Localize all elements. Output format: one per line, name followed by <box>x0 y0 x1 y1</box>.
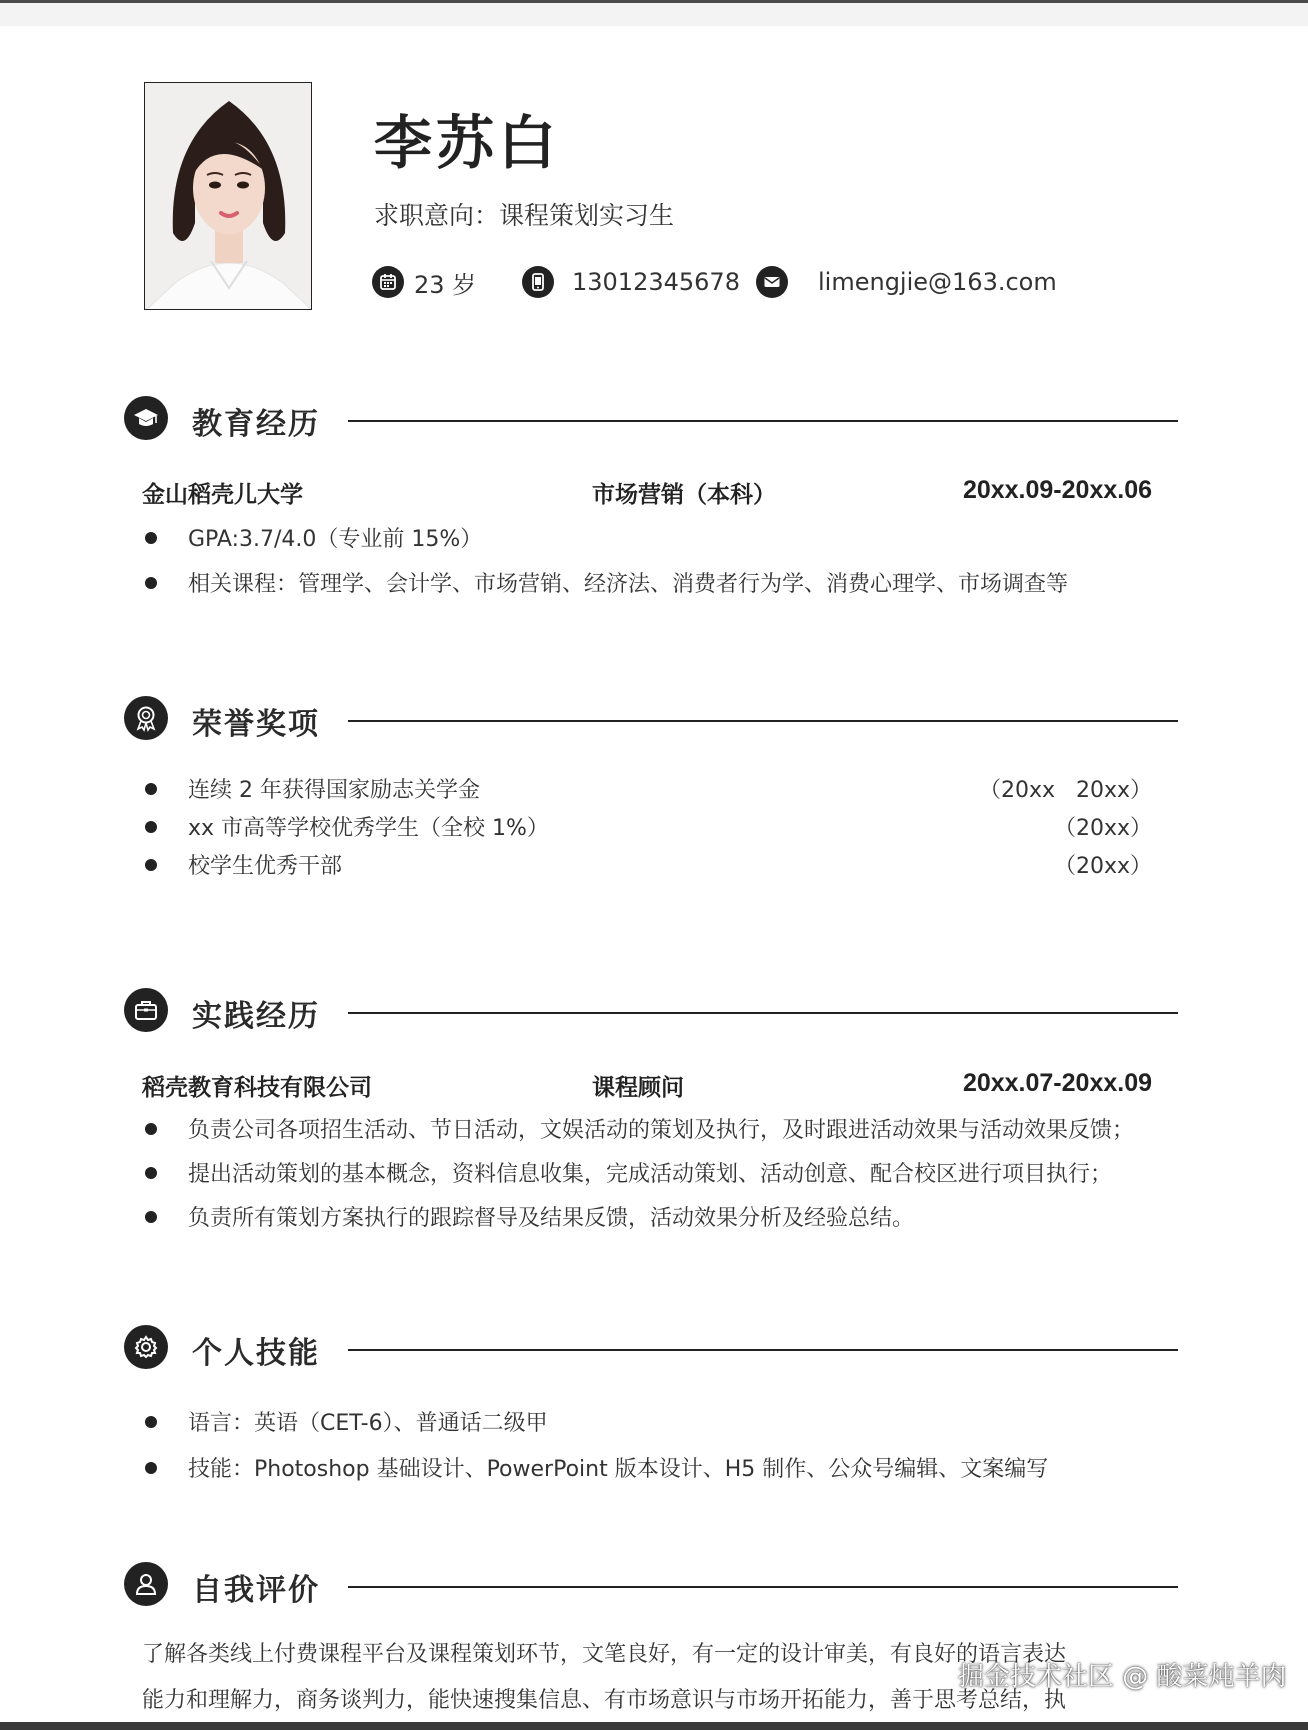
email-info <box>756 264 1057 300</box>
age-info <box>372 264 476 300</box>
bullet-dot <box>145 1462 157 1474</box>
section-divider <box>348 720 1178 722</box>
honor-year: （20xx 20xx） <box>978 778 1152 803</box>
phone-icon <box>522 266 554 298</box>
section-divider <box>348 420 1178 422</box>
practice-period: 20xx.07-20xx.09 <box>962 1069 1152 1097</box>
honor-year: （20xx） <box>1053 816 1152 841</box>
company-name: 稻壳教育科技有限公司 <box>142 1075 372 1101</box>
list-item <box>142 849 1152 883</box>
bullet-dot <box>145 1211 157 1223</box>
self-eval-line: 了解各类线上付费课程平台及课程策划环节，文笔良好，有一定的设计审美，有良好的语言表达 <box>142 1642 1067 1667</box>
education-row <box>142 476 1152 510</box>
education-period: 20xx.09-20xx.06 <box>962 476 1152 504</box>
honor-text: xx 市高等学校优秀学生（全校 1%） <box>188 816 549 841</box>
section-divider <box>348 1586 1178 1588</box>
list-item <box>142 773 1152 807</box>
list-item <box>142 1201 1152 1235</box>
section-title: 实践经历 <box>192 999 320 1034</box>
profile-photo <box>144 82 312 310</box>
window-top-bar <box>0 0 1308 26</box>
section-title: 荣誉奖项 <box>192 707 320 742</box>
email-text: limengjie@163.com <box>818 268 1057 296</box>
bullet-dot <box>145 577 157 589</box>
phone-info <box>522 264 740 300</box>
self-eval-line: 能力和理解力，商务谈判力，能快速搜集信息、有市场意识与市场开拓能力，善于思考总结，执 <box>142 1688 1067 1713</box>
briefcase-icon <box>124 988 168 1032</box>
bullet-dot <box>145 532 157 544</box>
bullet-dot <box>145 1416 157 1428</box>
bullet-dot <box>145 859 157 871</box>
self-eval-section-header <box>124 1562 1178 1612</box>
phone-text: 13012345678 <box>572 268 740 296</box>
list-item <box>142 811 1152 845</box>
honor-text: 校学生优秀干部 <box>188 854 343 879</box>
practice-row <box>142 1069 1152 1103</box>
list-item-text: GPA:3.7/4.0（专业前 15%） <box>188 527 483 552</box>
list-item <box>142 1157 1152 1191</box>
bullet-dot <box>145 783 157 795</box>
mail-icon <box>756 266 788 298</box>
school-name: 金山稻壳儿大学 <box>142 482 303 508</box>
section-title: 自我评价 <box>192 1573 320 1608</box>
list-item-text: 负责所有策划方案执行的跟踪督导及结果反馈，活动效果分析及经验总结。 <box>188 1206 915 1231</box>
honors-section-header <box>124 696 1178 746</box>
bullet-dot <box>145 1167 157 1179</box>
bullet-dot <box>145 1123 157 1135</box>
list-item <box>142 567 1152 601</box>
list-item-text: 负责公司各项招生活动、节日活动，文娱活动的策划及执行，及时跟进活动效果与活动效果反馈； <box>188 1118 1135 1143</box>
major-name: 市场营销（本科） <box>592 482 776 508</box>
honor-year: （20xx） <box>1053 854 1152 879</box>
job-role: 课程顾问 <box>592 1075 684 1101</box>
list-item-text: 技能：Photoshop 基础设计、PowerPoint 版本设计、H5 制作、公众号编辑、文案编写 <box>188 1457 1049 1482</box>
job-intent: 求职意向：课程策划实习生 <box>374 201 675 230</box>
skills-section-header <box>124 1325 1178 1375</box>
graduation-cap-icon <box>124 396 168 440</box>
practice-section-header <box>124 988 1178 1038</box>
section-title: 个人技能 <box>192 1336 320 1371</box>
list-item-text: 相关课程：管理学、会计学、市场营销、经济法、消费者行为学、消费心理学、市场调查等 <box>188 572 1069 597</box>
user-icon <box>124 1562 168 1606</box>
bullet-dot <box>145 821 157 833</box>
list-item <box>142 522 1152 556</box>
gear-icon <box>124 1325 168 1369</box>
watermark-text: 掘金技术社区 @ 酸菜炖羊肉 <box>958 1662 1287 1692</box>
section-title: 教育经历 <box>192 407 320 442</box>
list-item-text: 提出活动策划的基本概念，资料信息收集，完成活动策划、活动创意、配合校区进行项目执行； <box>188 1162 1113 1187</box>
calendar-icon <box>372 266 404 298</box>
section-divider <box>348 1349 1178 1351</box>
window-bottom-bar <box>0 1722 1308 1730</box>
honor-text: 连续 2 年获得国家励志关学金 <box>188 778 480 803</box>
award-badge-icon <box>124 696 168 740</box>
candidate-name: 李苏白 <box>374 109 561 177</box>
age-text: 23 岁 <box>414 270 477 299</box>
section-divider <box>348 1012 1178 1014</box>
education-section-header <box>124 396 1178 446</box>
list-item <box>142 1113 1152 1147</box>
list-item-text: 语言：英语（CET-6）、普通话二级甲 <box>188 1411 548 1436</box>
list-item <box>142 1406 1152 1440</box>
list-item <box>142 1452 1152 1486</box>
